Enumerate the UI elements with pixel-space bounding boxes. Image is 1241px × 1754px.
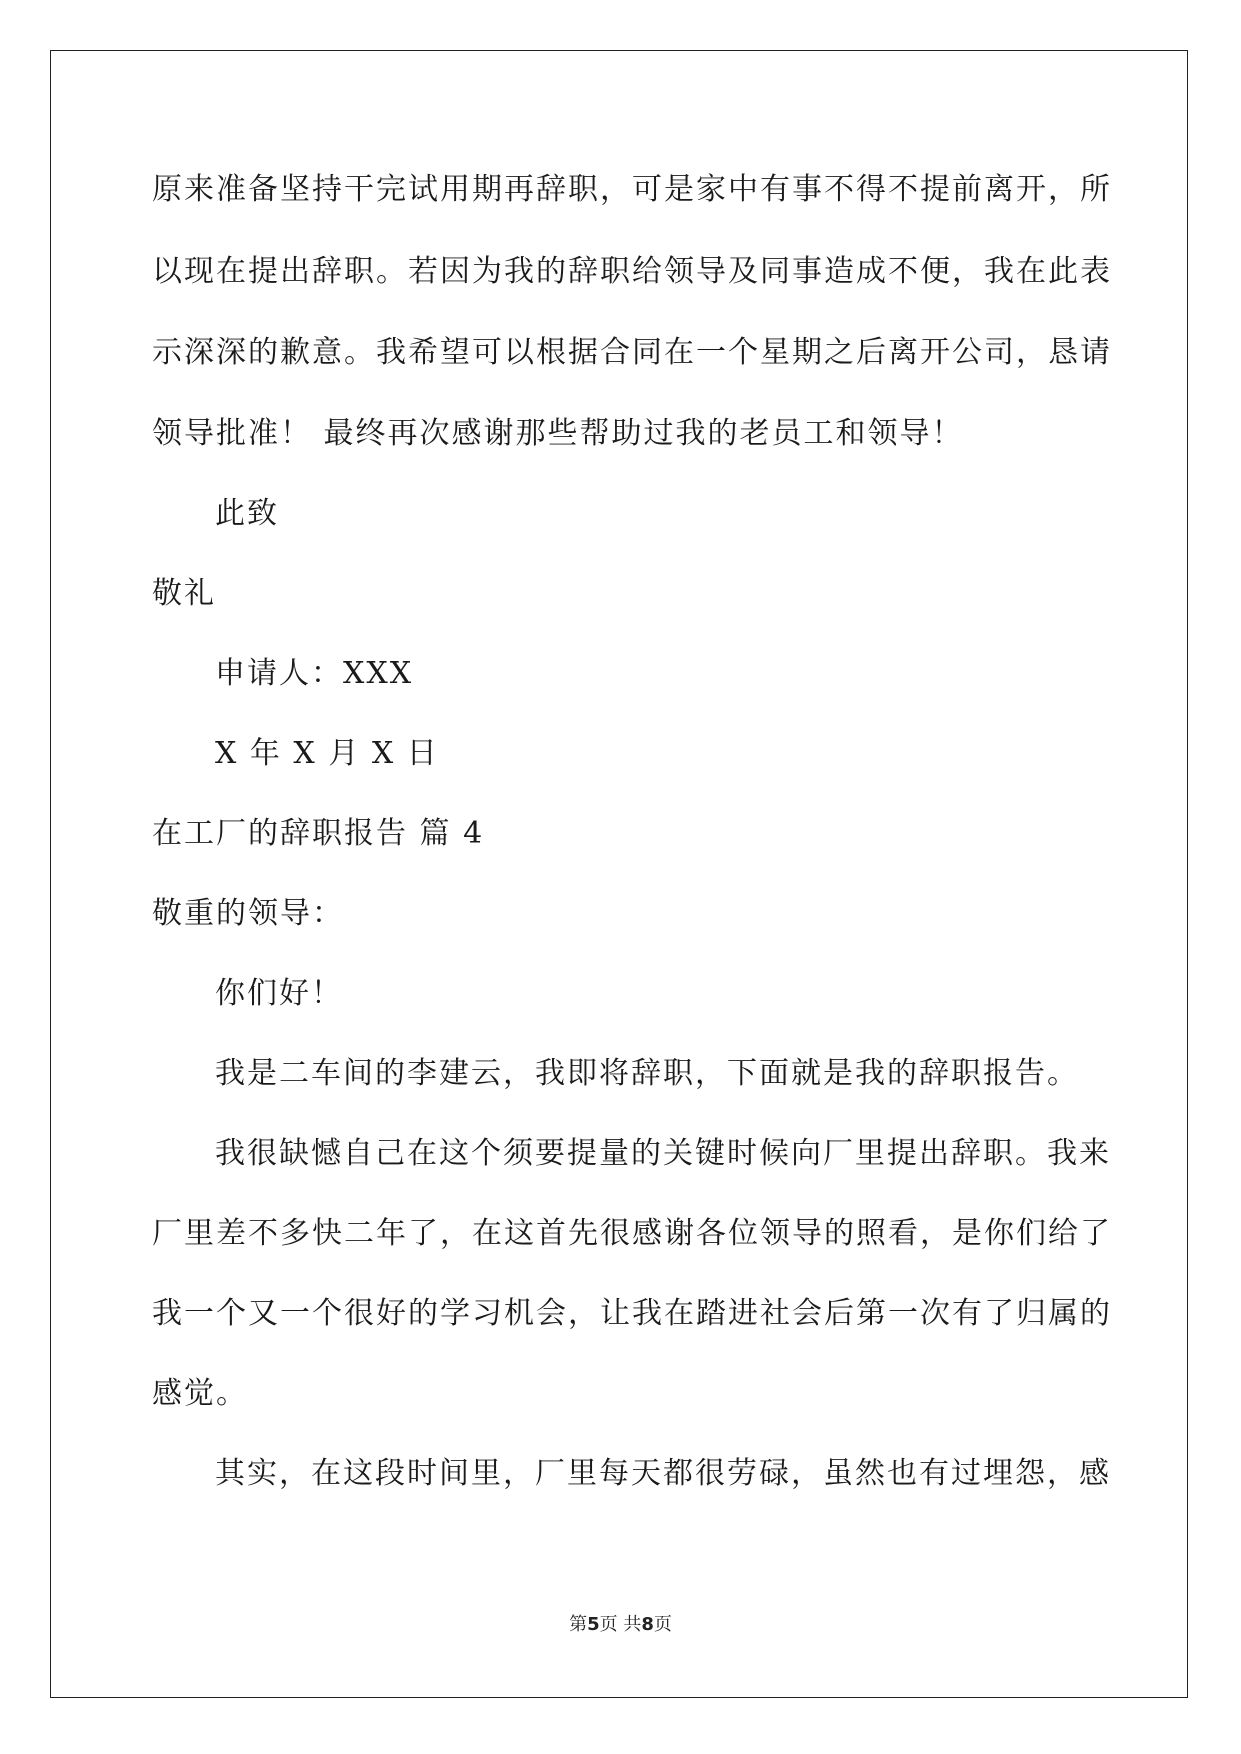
closing-regards: 敬礼 bbox=[152, 576, 216, 611]
body-line: 我是二车间的李建云，我即将辞职，下面就是我的辞职报告。 bbox=[215, 1056, 1079, 1091]
greeting-line: 你们好！ bbox=[215, 976, 343, 1011]
body-line: 原来准备坚持干完试用期再辞职，可是家中有事不得不提前离开，所 bbox=[152, 172, 1112, 207]
body-line: 领导批准！ 最终再次感谢那些帮助过我的老员工和领导！ bbox=[152, 416, 964, 451]
page-footer bbox=[0, 1610, 1241, 1636]
section-heading: 在工厂的辞职报告 篇 4 bbox=[152, 816, 485, 851]
page-border bbox=[50, 50, 1188, 1698]
total-pages-number: 8 bbox=[641, 1614, 654, 1635]
footer-middle: 页 共 bbox=[599, 1614, 642, 1635]
closing-salutation: 此致 bbox=[215, 496, 279, 531]
greeting: 敬重的领导： bbox=[152, 896, 344, 931]
body-line: 以现在提出辞职。若因为我的辞职给领导及同事造成不便，我在此表 bbox=[152, 254, 1112, 289]
body-line: 厂里差不多快二年了，在这首先很感谢各位领导的照看，是你们给了 bbox=[152, 1216, 1112, 1251]
body-line: 其实，在这段时间里，厂里每天都很劳碌，虽然也有过埋怨，感 bbox=[215, 1456, 1111, 1491]
footer-suffix: 页 bbox=[653, 1614, 672, 1635]
body-line: 我一个又一个很好的学习机会，让我在踏进社会后第一次有了归属的 bbox=[152, 1296, 1112, 1331]
body-line: 我很缺憾自己在这个须要提量的关键时候向厂里提出辞职。我来 bbox=[215, 1136, 1111, 1171]
footer-prefix: 第 bbox=[569, 1614, 588, 1635]
body-line: 示深深的歉意。我希望可以根据合同在一个星期之后离开公司，恳请 bbox=[152, 335, 1112, 370]
applicant-signature: 申请人：XXX bbox=[215, 656, 414, 691]
current-page-number: 5 bbox=[587, 1614, 600, 1635]
date-line: X 年 X 月 X 日 bbox=[215, 736, 439, 771]
body-line: 感觉。 bbox=[152, 1376, 248, 1411]
